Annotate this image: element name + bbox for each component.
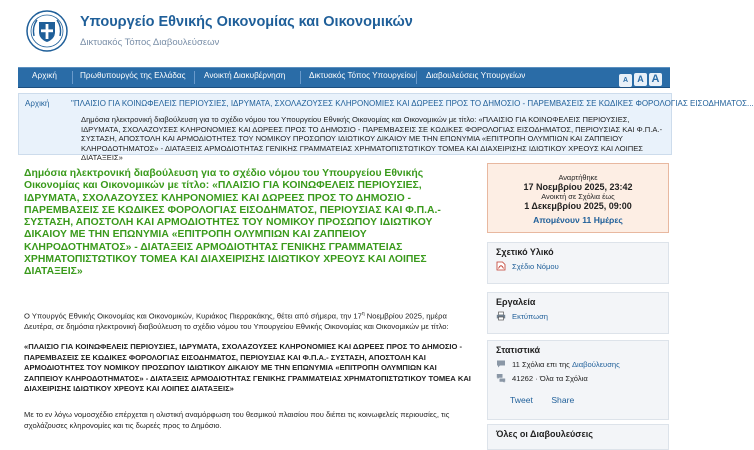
breadcrumb-current-link[interactable]: "ΠΛΑΙΣΙΟ ΓΙΑ ΚΟΙΝΩΦΕΛΕΙΣ ΠΕΡΙΟΥΣΙΕΣ, ΙΔΡΥΜΑΤΑ, ΣΧΟΛΑΖΟΥΣΕΣ ΚΛΗΡΟΝΟΜΙΕΣ ΚΑΙ ΔΩΡΕΕΣ ΠΡΟΣ ΤΟ ΔΗΜΟΣΙΟ - ΠΑΡΕΜΒΑΣΕΙΣ ΣΕ ΚΩΔΙΚΕΣ ΦΟΡΟΛΟΓΙΑΣ ΕΙΣΟΔΗΜΑΤΟΣ... (71, 99, 754, 108)
print-icon (496, 311, 506, 321)
site-subtitle: Δικτυακός Τόπος Διαβουλεύσεων (80, 37, 220, 48)
nav-item-prime-minister[interactable]: Πρωθυπουργός της Ελλάδας (80, 71, 186, 80)
bill-title-paragraph: «ΠΛΑΙΣΙΟ ΓΙΑ ΚΟΙΝΩΦΕΛΕΙΣ ΠΕΡΙΟΥΣΙΕΣ, ΙΔΡΥΜΑΤΑ, ΣΧΟΛΑΖΟΥΣΕΣ ΚΛΗΡΟΝΟΜΙΕΣ ΚΑΙ ΔΩΡΕΕΣ ΠΡΟΣ ΤΟ ΔΗΜΟΣΙΟ - ΠΑΡΕΜΒΑΣΕΙΣ ΣΕ ΚΩΔΙΚΕΣ ΦΟΡΟΛΟΓΙΑΣ ΕΙΣΟΔΗΜΑΤΟΣ, ΠΕΡΙΟΥΣΙΑΣ ΚΑΙ Φ.Π.Α.- ΣΥΣΤΑΣΗ, ΑΠΟΣΤΟΛΗ ΚΑΙ ΑΡΜΟΔΙΟΤΗΤΕΣ ΤΟΥ ΝΟΜΙΚΟΥ ΠΡΟΣΩΠΟΥ ΙΔΙΩΤΙΚΟΥ ΔΙΚΑΙΟΥ ΜΕ ΤΗΝ ΕΠΩΝΥΜΙΑ «ΕΠΙΤΡΟΠΗ ΟΛΥΜΠΙΩΝ ΚΑΙ ΖΑΠΠΕΙΟΥ ΚΛΗΡΟΔΟΤΗΜΑΤΟΣ» - ΔΙΑΤΑΞΕΙΣ ΑΡΜΟΔΙΟΤΗΤΑΣ ΓΕΝΙΚΗΣ ΓΡΑΜΜΑΤΕΙΑΣ ΧΡΗΜΑΤΟΠΙΣΤΩΤΙΚΟΥ ΤΟΜΕΑ ΚΑΙ ΔΙΑΧΕΙΡΙΣΗΣ ΙΔΙΩΤΙΚΟΥ ΧΡΕΟΥΣ ΚΑΙ ΛΟΙΠΕΣ ΔΙΑΤΑΞΕΙΣ» (24, 342, 471, 394)
intro-text-start: Ο Υπουργός Εθνικής Οικονομίας και Οικονομικών, Κυριάκος Πιερρακάκης, θέτει από σήμερα, την 17 (24, 311, 362, 321)
nav-item-ministry-site[interactable]: Δικτυακός Τόπος Υπουργείου (309, 71, 416, 80)
consultation-description: Δημόσια ηλεκτρονική διαβούλευση για το σχέδιο νόμου του Υπουργείου Εθνικής Οικονομίας και Οικονομικών με τίτλο: «ΠΛΑΙΣΙΟ ΓΙΑ ΚΟΙΝΩΦΕΛΕΙΣ ΠΕΡΙΟΥΣΙΕΣ, ΙΔΡΥΜΑΤΑ, ΣΧΟΛΑΖΟΥΣΕΣ ΚΛΗΡΟΝΟΜΙΕΣ ΚΑΙ ΔΩΡΕΕΣ ΠΡΟΣ ΤΟ ΔΗΜΟΣΙΟ - ΠΑΡΕΜΒΑΣΕΙΣ ΣΕ ΚΩΔΙΚΕΣ ΦΟΡΟΛΟΓΙΑΣ ΕΙΣΟΔΗΜΑΤΟΣ, ΠΕΡΙΟΥΣΙΑΣ ΚΑΙ Φ.Π.Α.- ΣΥΣΤΑΣΗ, ΑΠΟΣΤΟΛΗ ΚΑΙ ΑΡΜΟΔΙΟΤΗΤΕΣ ΤΟΥ ΝΟΜΙΚΟΥ ΠΡΟΣΩΠΟΥ ΙΔΙΩΤΙΚΟΥ ΔΙΚΑΙΟΥ ΜΕ ΤΗΝ ΕΠΩΝΥΜΙΑ «ΕΠΙΤΡΟΠΗ ΟΛΥΜΠΙΩΝ ΚΑΙ ΖΑΠΠΕΙΟΥ ΚΛΗΡΟΔΟΤΗΜΑΤΟΣ» - ΔΙΑΤΑΞΕΙΣ ΑΡΜΟΔΙΟΤΗΤΑΣ ΓΕΝΙΚΗΣ ΓΡΑΜΜΑΤΕΙΑΣ ΧΡΗΜΑΤΟΠΙΣΤΩΤΙΚΟΥ ΤΟΜΕΑ ΚΑΙ ΔΙΑΧΕΙΡΙΣΗΣ ΙΔΙΩΤΙΚΟΥ ΧΡΕΟΥΣ ΚΑΙ ΛΟΙΠΕΣ ΔΙΑΤΑΞΕΙΣ» (81, 115, 663, 163)
share-buttons (488, 385, 668, 405)
comment-icon (496, 359, 506, 369)
statistics-box (487, 340, 669, 420)
consultation-comments-row (488, 357, 668, 371)
font-size-controls (617, 69, 662, 86)
print-action[interactable] (488, 309, 668, 323)
all-consultations-box (487, 424, 669, 450)
consultation-comments-count: 11 Σχόλια επι της (512, 359, 570, 369)
open-until-label: Ανοικτή σε Σχόλια έως (541, 192, 615, 201)
intro-text-end: Νοεμβρίου 2025, ημέρα Δευτέρα, σε δημόσια ηλεκτρονική διαβούλευση το σχέδιο νόμου του Υπουργείου Εθνικής Οικονομίας και Οικονομικών με τίτλο: (24, 311, 449, 332)
nav-separator (194, 71, 195, 84)
nav-separator (416, 71, 417, 84)
intro-ordinal: η (361, 311, 365, 317)
font-size-medium-button[interactable]: A (634, 73, 647, 86)
tools-heading: Εργαλεία (496, 297, 536, 307)
days-remaining: Απομένουν 11 Ημέρες (533, 215, 623, 225)
print-link[interactable]: Εκτύπωση (512, 311, 548, 321)
nav-item-home[interactable]: Αρχική (32, 71, 57, 80)
breadcrumb-home-link[interactable]: Αρχική (25, 99, 50, 108)
share-button[interactable]: Share (551, 395, 575, 405)
open-until-date: 1 Δεκεμβρίου 2025, 09:00 (524, 201, 632, 211)
summary-paragraph: Με το εν λόγω νομοσχέδιο επέρχεται η ολιστική αναμόρφωση του θεσμικού πλαισίου που διέπει τις κοινωφελείς περιουσίες, τις σχολάζουσες κληρονομίες και τις δωρεές προς το Δημόσιο. (24, 410, 450, 430)
main-navigation (18, 67, 670, 88)
font-size-large-button[interactable]: A (649, 73, 662, 86)
comments-icon (496, 373, 506, 383)
nav-item-open-government[interactable]: Ανοικτή Διακυβέρνηση (204, 71, 286, 80)
breadcrumb (18, 93, 754, 163)
consultation-dates-box (487, 163, 669, 233)
font-size-small-button[interactable]: A (619, 74, 632, 87)
page-title: Δημόσια ηλεκτρονική διαβούλευση για το σχέδιο νόμου του Υπουργείου Εθνικής Οικονομίας και Οικονομικών με τίτλο: «ΠΛΑΙΣΙΟ ΓΙΑ ΚΟΙΝΩΦΕΛΕΙΣ ΠΕΡΙΟΥΣΙΕΣ, ΙΔΡΥΜΑΤΑ, ΣΧΟΛΑΖΟΥΣΕΣ ΚΛΗΡΟΝΟΜΙΕΣ ΚΑΙ ΔΩΡΕΕΣ ΠΡΟΣ ΤΟ ΔΗΜΟΣΙΟ - ΠΑΡΕΜΒΑΣΕΙΣ ΣΕ ΚΩΔΙΚΕΣ ΦΟΡΟΛΟΓΙΑΣ ΕΙΣΟΔΗΜΑΤΟΣ, ΠΕΡΙΟΥΣΙΑΣ ΚΑΙ Φ.Π.Α.- ΣΥΣΤΑΣΗ, ΑΠΟΣΤΟΛΗ ΚΑΙ ΑΡΜΟΔΙΟΤΗΤΕΣ ΤΟΥ ΝΟΜΙΚΟΥ ΠΡΟΣΩΠΟΥ ΙΔΙΩΤΙΚΟΥ ΔΙΚΑΙΟΥ ΜΕ ΤΗΝ ΕΠΩΝΥΜΙΑ «ΕΠΙΤΡΟΠΗ ΟΛΥΜΠΙΩΝ ΚΑΙ ΖΑΠΠΕΙΟΥ ΚΛΗΡΟΔΟΤΗΜΑΤΟΣ» - ΔΙΑΤΑΞΕΙΣ ΑΡΜΟΔΙΟΤΗΤΑΣ ΓΕΝΙΚΗΣ ΓΡΑΜΜΑΤΕΙΑΣ ΧΡΗΜΑΤΟΠΙΣΤΩΤΙΚΟΥ ΤΟΜΕΑ ΚΑΙ ΔΙΑΧΕΙΡΙΣΗΣ ΙΔΙΩΤΙΚΟΥ ΧΡΕΟΥΣ ΚΑΙ ΛΟΙΠΕΣ ΔΙΑΤΑΞΕΙΣ» (24, 168, 441, 278)
nav-separator (72, 71, 73, 84)
site-header (0, 0, 696, 62)
draft-law-link[interactable]: Σχέδιο Νόμου (512, 261, 559, 271)
related-material-item[interactable] (488, 259, 668, 273)
nav-item-ministry-consultations[interactable]: Διαβουλεύσεις Υπουργείων (426, 71, 526, 80)
related-material-box (487, 242, 669, 284)
all-consultations-heading[interactable]: Όλες οι Διαβουλεύσεις (496, 429, 593, 439)
greek-emblem-icon[interactable] (26, 10, 68, 52)
posted-date: 17 Νοεμβρίου 2025, 23:42 (523, 182, 633, 192)
statistics-heading: Στατιστικά (496, 345, 540, 355)
tweet-button[interactable]: Tweet (510, 395, 533, 405)
nav-separator (300, 71, 301, 84)
pdf-icon (496, 261, 506, 271)
related-material-heading: Σχετικό Υλικό (496, 247, 554, 257)
all-comments-count: 41262 · Όλα τα Σχόλια (512, 373, 588, 383)
posted-label: Αναρτήθηκε (558, 173, 598, 182)
site-title[interactable]: Υπουργείο Εθνικής Οικονομίας και Οικονομικών (80, 14, 413, 30)
tools-box (487, 292, 669, 334)
consultation-comments-link[interactable]: Διαβούλευσης (571, 359, 620, 369)
intro-paragraph (24, 309, 476, 333)
all-comments-row (488, 371, 668, 385)
